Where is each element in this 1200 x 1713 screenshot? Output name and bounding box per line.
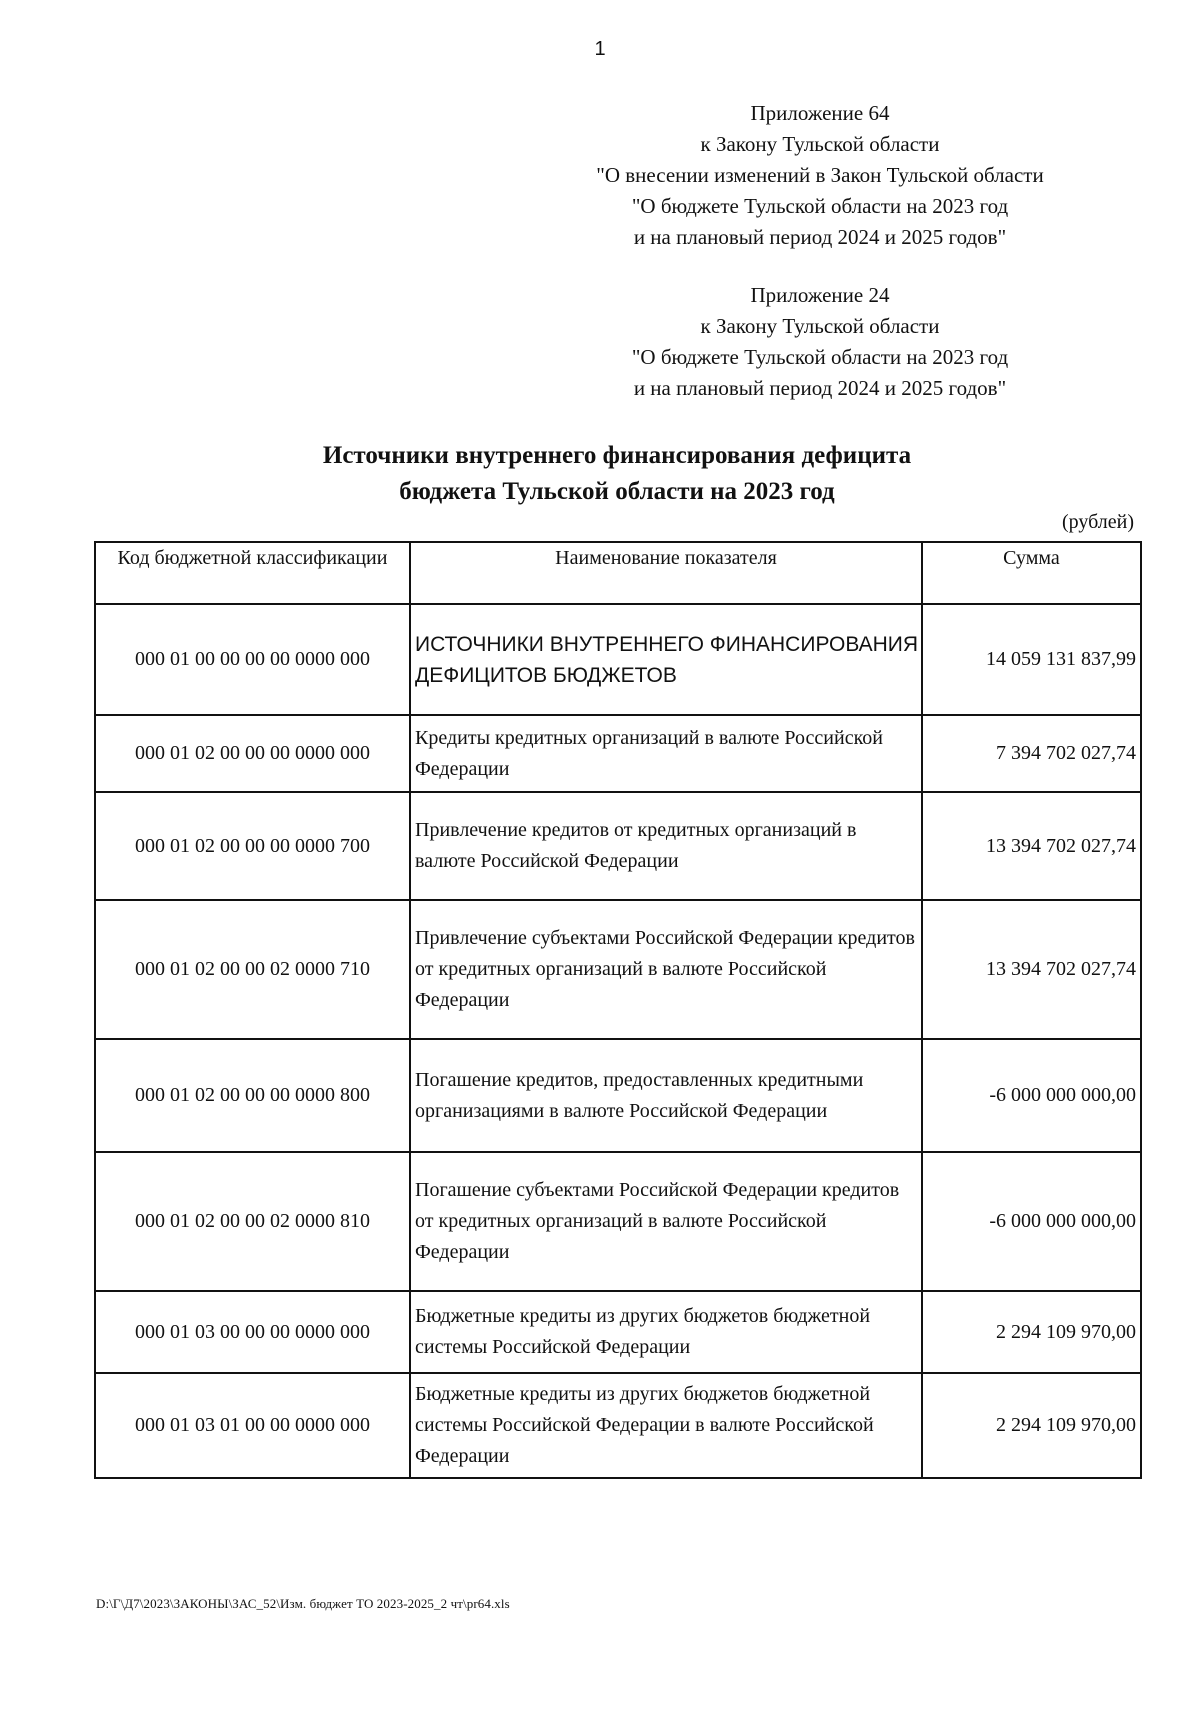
appendix-64-line: "О бюджете Тульской области на 2023 год bbox=[631, 194, 1009, 218]
row-name: Бюджетные кредиты из других бюджетов бюджетной системы Российской Федерации bbox=[410, 1291, 922, 1373]
header-code: Код бюджетной классификации bbox=[95, 542, 410, 604]
budget-sources-table bbox=[94, 541, 1142, 1479]
row-sum: 2 294 109 970,00 bbox=[922, 1291, 1141, 1373]
units-label: (рублей) bbox=[1061, 511, 1134, 533]
table-row bbox=[95, 604, 1141, 715]
row-code: 000 01 02 00 00 00 0000 000 bbox=[95, 715, 410, 792]
appendix-64-line: к Закону Тульской области bbox=[700, 132, 940, 156]
row-code: 000 01 02 00 00 02 0000 810 bbox=[95, 1152, 410, 1291]
row-sum: 14 059 131 837,99 bbox=[922, 604, 1141, 715]
row-name: Погашение кредитов, предоставленных кредитными организациями в валюте Российской Федерации bbox=[410, 1039, 922, 1152]
row-name: Погашение субъектами Российской Федерации кредитов от кредитных организаций в валюте Российской Федерации bbox=[410, 1152, 922, 1291]
appendix-24-line: к Закону Тульской области bbox=[700, 314, 940, 338]
row-code: 000 01 02 00 00 02 0000 710 bbox=[95, 900, 410, 1039]
table-row bbox=[95, 1291, 1141, 1373]
row-sum: -6 000 000 000,00 bbox=[922, 1152, 1141, 1291]
table-row bbox=[95, 1373, 1141, 1478]
row-sum: -6 000 000 000,00 bbox=[922, 1039, 1141, 1152]
row-code: 000 01 02 00 00 00 0000 700 bbox=[95, 792, 410, 900]
row-name: Бюджетные кредиты из других бюджетов бюджетной системы Российской Федерации в валюте Российской Федерации bbox=[410, 1373, 922, 1478]
row-name: Привлечение кредитов от кредитных организаций в валюте Российской Федерации bbox=[410, 792, 922, 900]
appendix-24-line: Приложение 24 bbox=[750, 283, 890, 307]
row-code: 000 01 03 01 00 00 0000 000 bbox=[95, 1373, 410, 1478]
header-sum: Сумма bbox=[922, 542, 1141, 604]
appendix-64-line: "О внесении изменений в Закон Тульской области bbox=[596, 163, 1044, 187]
appendix-64-line: Приложение 64 bbox=[750, 101, 890, 125]
row-sum: 13 394 702 027,74 bbox=[922, 900, 1141, 1039]
table-header-row bbox=[95, 542, 1141, 604]
row-code: 000 01 03 00 00 00 0000 000 bbox=[95, 1291, 410, 1373]
row-code: 000 01 00 00 00 00 0000 000 bbox=[95, 604, 410, 715]
appendix-64-block bbox=[560, 98, 1080, 253]
row-name: ИСТОЧНИКИ ВНУТРЕННЕГО ФИНАНСИРОВАНИЯ ДЕФИЦИТОВ БЮДЖЕТОВ bbox=[410, 604, 922, 715]
appendix-64-line: и на плановый период 2024 и 2025 годов" bbox=[633, 225, 1007, 249]
header-name: Наименование показателя bbox=[410, 542, 922, 604]
table-row bbox=[95, 1152, 1141, 1291]
table-row bbox=[95, 715, 1141, 792]
table-row bbox=[95, 1039, 1141, 1152]
row-name: Привлечение субъектами Российской Федерации кредитов от кредитных организаций в валюте Российской Федерации bbox=[410, 900, 922, 1039]
document-title bbox=[100, 438, 1134, 510]
row-code: 000 01 02 00 00 00 0000 800 bbox=[95, 1039, 410, 1152]
appendix-24-block bbox=[560, 280, 1080, 404]
file-path-footer: D:\Г\Д7\2023\ЗАКОНЫ\ЗАС_52\Изм. бюджет ТО 2023-2025_2 чт\pr64.xls bbox=[96, 1596, 510, 1611]
row-sum: 7 394 702 027,74 bbox=[922, 715, 1141, 792]
table-row bbox=[95, 900, 1141, 1039]
row-sum: 13 394 702 027,74 bbox=[922, 792, 1141, 900]
document-title-line-2: бюджета Тульской области на 2023 год bbox=[399, 478, 835, 505]
row-sum: 2 294 109 970,00 bbox=[922, 1373, 1141, 1478]
table-row bbox=[95, 792, 1141, 900]
row-name: Кредиты кредитных организаций в валюте Российской Федерации bbox=[410, 715, 922, 792]
appendix-24-line: "О бюджете Тульской области на 2023 год bbox=[631, 345, 1009, 369]
appendix-24-line: и на плановый период 2024 и 2025 годов" bbox=[633, 376, 1007, 400]
page-number: 1 bbox=[594, 38, 606, 60]
document-title-line-1: Источники внутреннего финансирования дефицита bbox=[322, 442, 912, 469]
